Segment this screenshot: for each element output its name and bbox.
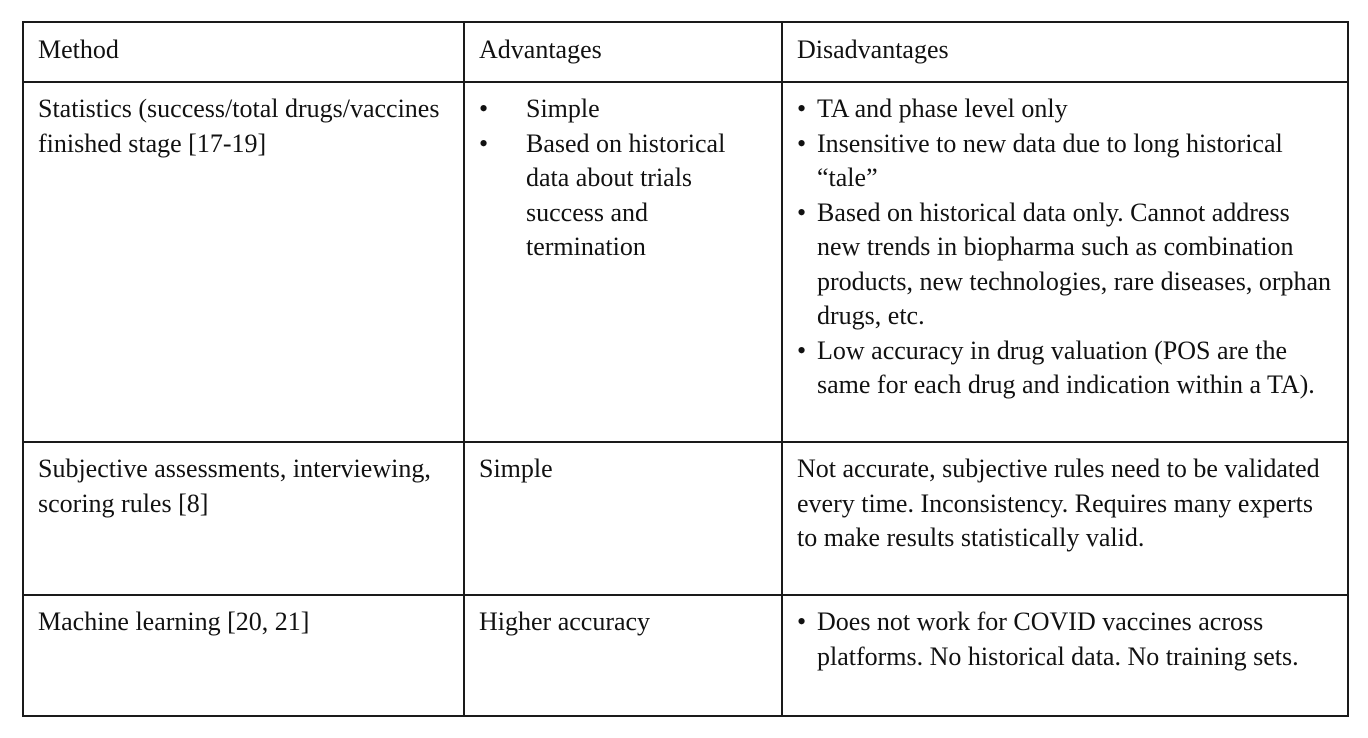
- bullet-icon: •: [797, 607, 807, 636]
- disadvantages-cell: [782, 595, 1348, 716]
- list-item: • Low accuracy in drug valuation (POS are the same for each drug and indication within a TA).: [797, 335, 1315, 399]
- method-cell: Subjective assessments, interviewing, scoring rules [8]: [23, 442, 464, 595]
- bullet-icon: •: [797, 197, 807, 227]
- header-method: Method: [23, 22, 464, 82]
- disadvantages-list: [797, 605, 1333, 674]
- table-row: [23, 595, 1348, 716]
- advantages-cell: Higher accuracy: [464, 595, 782, 716]
- method-cell: Machine learning [20, 21]: [23, 595, 464, 716]
- advantages-cell: [464, 82, 782, 442]
- table-row: [23, 82, 1348, 442]
- table-row: [23, 442, 1348, 595]
- list-item: • Does not work for COVID vaccines across platforms. No historical data. No training sets.: [797, 607, 1299, 671]
- list-item: • Simple: [479, 92, 767, 127]
- bullet-icon: •: [797, 128, 807, 158]
- list-item: • TA and phase level only: [797, 92, 1333, 127]
- disadvantages-list: [797, 92, 1333, 403]
- table-header-row: [23, 22, 1348, 82]
- method-cell: Statistics (success/total drugs/vaccines finished stage [17-19]: [23, 82, 464, 442]
- bullet-icon: •: [479, 94, 489, 123]
- list-item: • Based on historical data about trials success and termination: [479, 128, 726, 261]
- list-item: • Based on historical data only. Cannot address new trends in biopharma such as combination products, new technologies, rare diseases, orphan drugs, etc.: [797, 197, 1332, 330]
- advantages-cell: Simple: [464, 442, 782, 595]
- methods-comparison-table: [22, 21, 1349, 717]
- bullet-icon: •: [797, 94, 807, 123]
- disadvantages-cell: [782, 82, 1348, 442]
- header-disadvantages: Disadvantages: [782, 22, 1348, 82]
- advantages-list: [479, 92, 767, 265]
- list-item: • Insensitive to new data due to long historical “tale”: [797, 128, 1283, 192]
- header-advantages: Advantages: [464, 22, 782, 82]
- disadvantages-cell: Not accurate, subjective rules need to be validated every time. Inconsistency. Requires many experts to make results statistically valid.: [782, 442, 1348, 595]
- bullet-icon: •: [797, 335, 807, 365]
- bullet-icon: •: [479, 128, 489, 158]
